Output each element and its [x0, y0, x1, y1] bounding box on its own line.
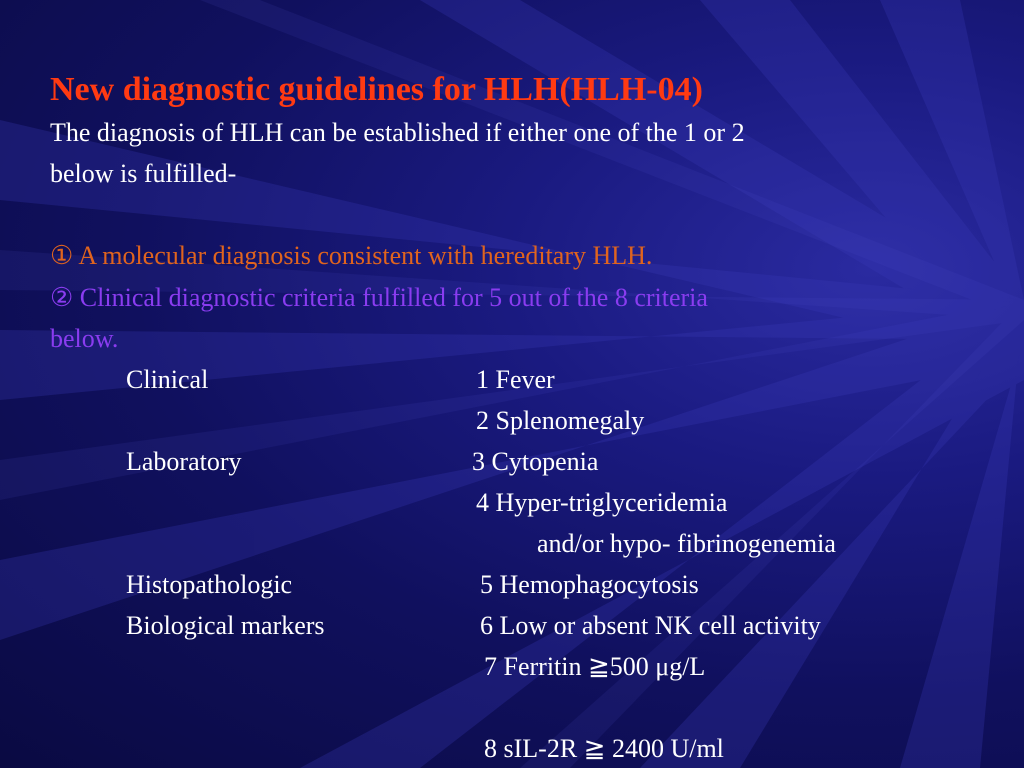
criteria-item-hypofibrinogenemia: and/or hypo- fibrinogenemia	[537, 529, 836, 558]
intro-line-1: The diagnosis of HLH can be established if either one of the 1 or 2	[50, 118, 745, 147]
category-laboratory: Laboratory	[126, 447, 242, 476]
criteria-item-nk-activity: 6 Low or absent NK cell activity	[480, 611, 821, 640]
category-histopathologic: Histopathologic	[126, 570, 293, 599]
criteria-item-ferritin: 7 Ferritin ≧500 μg/L	[484, 652, 706, 681]
slide-title: New diagnostic guidelines for HLH(HLH-04)	[50, 71, 703, 108]
criterion-2-line-1: ② Clinical diagnostic criteria fulfilled for 5 out of the 8 criteria	[50, 283, 708, 312]
intro-line-2: below is fulfilled-	[50, 159, 237, 188]
criteria-item-hypertriglyceridemia: 4 Hyper-triglyceridemia	[476, 488, 728, 517]
criterion-1: ① A molecular diagnosis consistent with hereditary HLH.	[50, 241, 653, 270]
category-biological-markers: Biological markers	[126, 611, 325, 640]
criteria-item-cytopenia: 3 Cytopenia	[472, 447, 599, 476]
category-clinical: Clinical	[126, 365, 209, 394]
criterion-2-line-2: below.	[50, 324, 119, 353]
criteria-item-splenomegaly: 2 Splenomegaly	[476, 406, 645, 435]
criteria-item-fever: 1 Fever	[476, 365, 555, 394]
criteria-item-sil2r: 8 sIL-2R ≧ 2400 U/ml	[484, 734, 724, 763]
criteria-item-hemophagocytosis: 5 Hemophagocytosis	[480, 570, 699, 599]
